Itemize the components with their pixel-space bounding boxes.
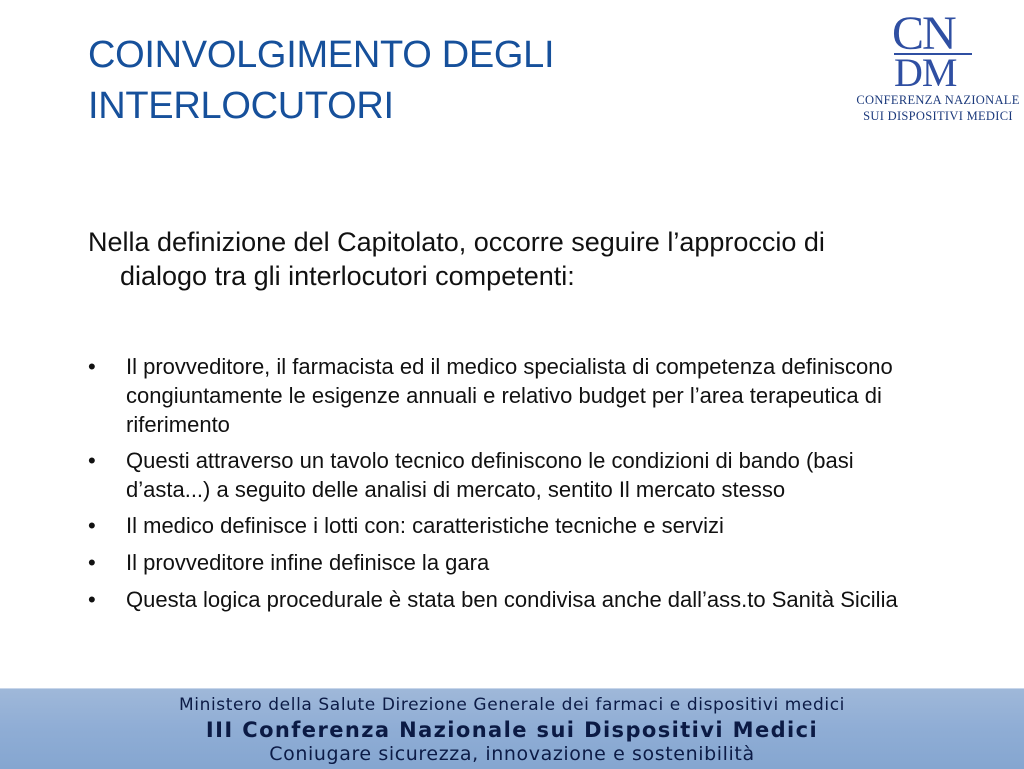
logo-letters-bottom: DM <box>894 50 957 95</box>
bullet-marker: • <box>88 550 96 575</box>
bullet-item-2 <box>88 446 938 504</box>
footer-tagline: Coniugare sicurezza, innovazione e sostenibilità <box>269 743 755 765</box>
cndm-logo <box>848 2 1024 137</box>
logo-letters-top: CN <box>892 7 955 60</box>
bullet-text: Il medico definisce i lotti con: caratteristiche tecniche e servizi <box>126 513 724 538</box>
logo-caption-line2: SUI DISPOSITIVI MEDICI <box>863 109 1013 123</box>
footer-ministry-line: Ministero della Salute Direzione Generale dei farmaci e dispositivi medici <box>179 695 845 715</box>
slide-title: COINVOLGIMENTO DEGLI INTERLOCUTORI <box>88 34 555 127</box>
bullet-marker: • <box>88 448 96 473</box>
logo-caption-line1: CONFERENZA NAZIONALE <box>856 93 1020 107</box>
bullet-marker: • <box>88 513 96 538</box>
bullet-marker: • <box>88 587 96 612</box>
intro-paragraph: Nella definizione del Capitolato, occorre seguire l’approccio di dialogo tra gli interlocutori competenti: <box>88 227 825 291</box>
bullet-text: Questa logica procedurale è stata ben condivisa anche dall’ass.to Sanità Sicilia <box>126 587 898 612</box>
bullet-text: Il provveditore infine definisce la gara <box>126 550 490 575</box>
bullet-text: Questi attraverso un tavolo tecnico definiscono le condizioni di bando (basi d’asta...) a seguito delle analisi di mercato, sentito Il mercato stesso <box>126 448 854 502</box>
bullet-item-5 <box>88 585 938 614</box>
bullet-item-3 <box>88 511 938 540</box>
bullet-text: Il provveditore, il farmacista ed il medico specialista di competenza definiscono congiuntamente le esigenze annuali e relativo budget per l’area terapeutica di riferimento <box>126 354 893 437</box>
footer-conference-line: III Conferenza Nazionale sui Dispositivi Medici <box>205 718 819 742</box>
bullet-item-1 <box>88 352 938 439</box>
footer-banner <box>0 688 1024 769</box>
bullet-list <box>88 352 938 621</box>
bullet-item-4 <box>88 548 938 577</box>
bullet-marker: • <box>88 354 96 379</box>
